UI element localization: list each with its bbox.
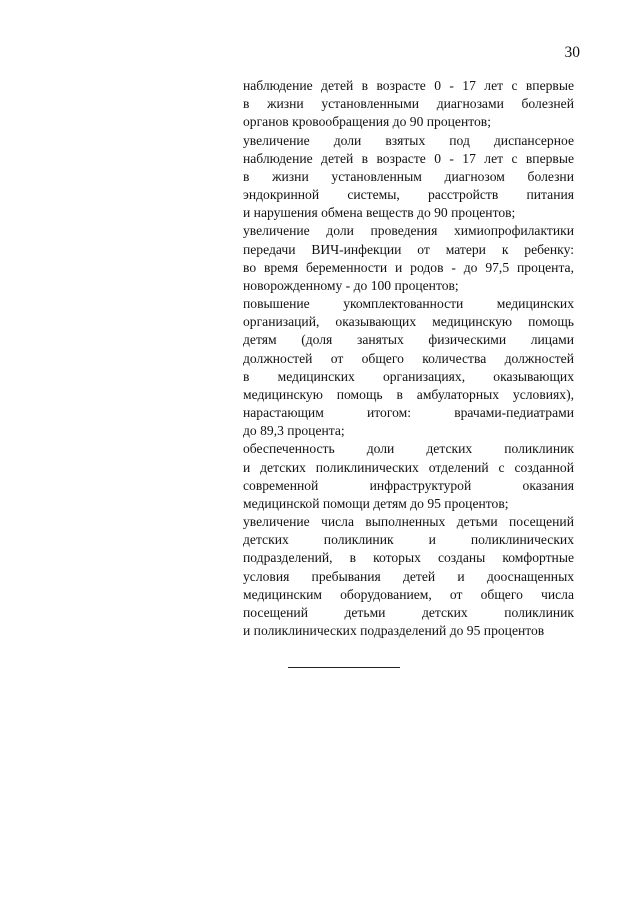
text-line: до 89,3 процента;	[243, 423, 345, 439]
text-line: увеличение доли проведения химиопрофилактики	[243, 223, 574, 239]
text-line: повышение укомплектованности медицинских	[243, 296, 574, 312]
text-line: современной инфраструктурой оказания	[243, 477, 574, 493]
text-line: новорожденному - до 100 процентов;	[243, 277, 459, 293]
footer-divider	[288, 667, 400, 668]
text-line: и поликлинических подразделений до 95 процентов	[243, 623, 545, 639]
text-line: в медицинских организациях, оказывающих	[243, 368, 574, 384]
text-line: в жизни установленными диагнозами болезней	[243, 96, 574, 112]
text-line: детям (доля занятых физическими лицами	[243, 332, 574, 348]
text-line: обеспеченность доли детских поликлиник	[243, 441, 574, 457]
text-line: подразделений, в которых созданы комфортные	[243, 550, 574, 566]
text-line: условия пребывания детей и дооснащенных	[243, 568, 574, 584]
text-line: увеличение доли взятых под диспансерное	[243, 132, 574, 148]
document-body	[243, 77, 574, 640]
text-line: медицинской помощи детям до 95 процентов;	[243, 495, 509, 511]
text-line: в жизни установленным диагнозом болезни	[243, 168, 574, 184]
text-line: и нарушения обмена веществ до 90 процентов;	[243, 205, 516, 221]
text-line: увеличение числа выполненных детьми посещений	[243, 514, 574, 530]
text-line: наблюдение детей в возрасте 0 - 17 лет с впервые	[243, 150, 574, 166]
text-line: медицинским оборудованием, от общего числа	[243, 586, 574, 602]
text-line: во время беременности и родов - до 97,5 процента,	[243, 259, 574, 275]
text-line: и детских поликлинических отделений с созданной	[243, 459, 574, 475]
text-line: нарастающим итогом: врачами-педиатрами	[243, 405, 574, 421]
text-line: наблюдение детей в возрасте 0 - 17 лет с впервые	[243, 78, 574, 93]
text-line: должностей от общего количества должностей	[243, 350, 574, 366]
text-line: медицинскую помощь в амбулаторных условиях),	[243, 386, 574, 402]
page-number: 30	[564, 44, 580, 61]
text-line: детских поликлиник и поликлинических	[243, 532, 574, 548]
text-line: передачи ВИЧ-инфекции от матери к ребенку:	[243, 241, 574, 257]
text-line: организаций, оказывающих медицинскую помощь	[243, 314, 574, 330]
text-line: посещений детьми детских поликлиник	[243, 604, 574, 620]
text-line: органов кровообращения до 90 процентов;	[243, 114, 491, 130]
text-line: эндокринной системы, расстройств питания	[243, 187, 574, 203]
